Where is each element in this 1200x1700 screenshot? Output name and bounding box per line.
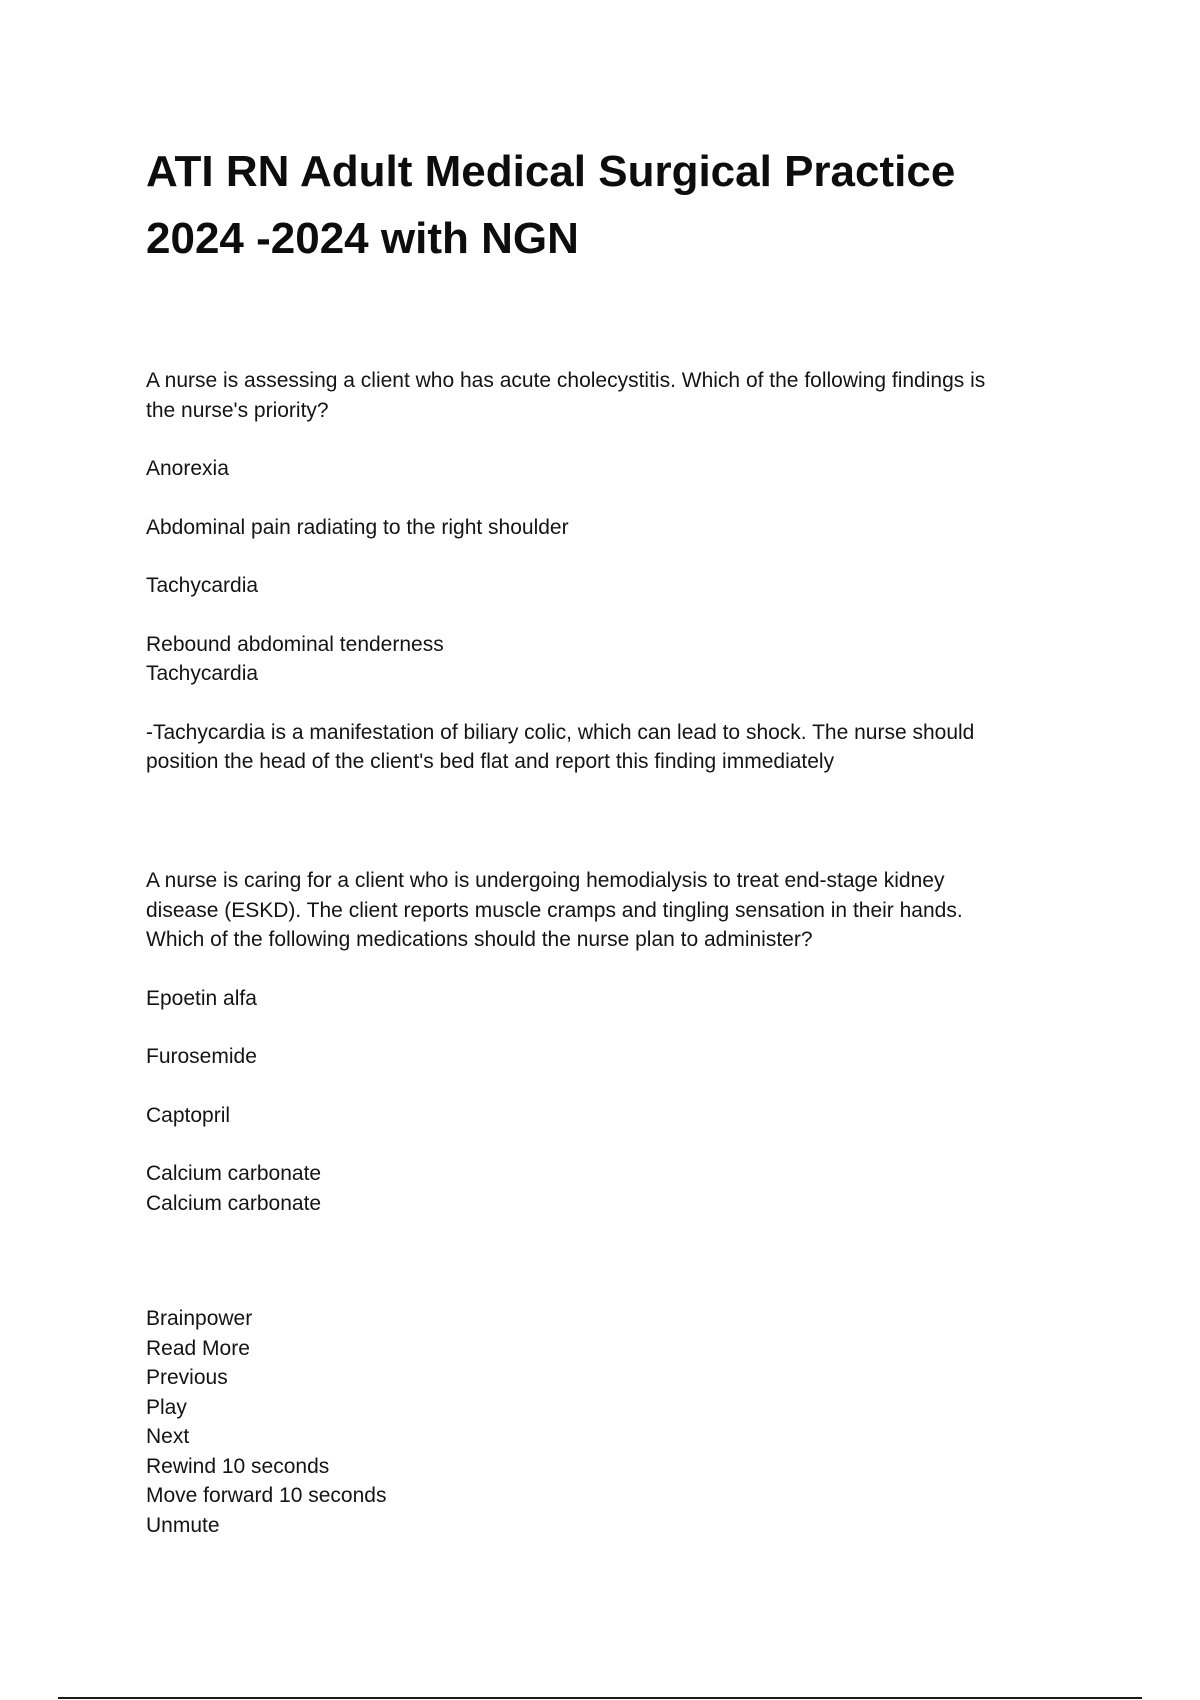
question-2-option-1: Epoetin alfa <box>146 986 257 1010</box>
player-brand-label: Brainpower <box>146 1307 253 1330</box>
title-line-2: 2024 -2024 with NGN <box>146 214 579 263</box>
question-2-answer: Calcium carbonate <box>146 1191 322 1215</box>
rewind-button[interactable]: Rewind 10 seconds <box>146 1454 330 1478</box>
question-1-stem-line-2: the nurse's priority? <box>146 398 329 422</box>
question-1-rationale-line-1: -Tachycardia is a manifestation of biliary colic, which can lead to shock. The nurse should <box>146 720 975 744</box>
question-1-answer: Tachycardia <box>146 662 259 685</box>
question-1-option-4: Rebound abdominal tenderness <box>146 632 444 656</box>
question-2-option-3: Captopril <box>146 1103 231 1127</box>
unmute-button[interactable]: Unmute <box>146 1513 220 1537</box>
question-2-option-2: Furosemide <box>146 1045 257 1068</box>
player-controls <box>146 1304 1066 1540</box>
question-1 <box>146 366 1066 777</box>
question-1-option-3: Tachycardia <box>146 574 259 597</box>
question-2-option-4: Calcium carbonate <box>146 1162 322 1185</box>
question-1-rationale-line-2: position the head of the client's bed flat and report this finding immediately <box>146 750 835 773</box>
read-more-link[interactable]: Read More <box>146 1336 250 1360</box>
question-2-stem-line-3: Which of the following medications should the nurse plan to administer? <box>146 928 813 951</box>
question-1-stem-line-1: A nurse is assessing a client who has acute cholecystitis. Which of the following findings is <box>146 369 986 392</box>
question-2-stem-line-1: A nurse is caring for a client who is undergoing hemodialysis to treat end-stage kidney <box>146 869 945 892</box>
question-2 <box>146 866 1066 1218</box>
question-2-stem-line-2: disease (ESKD). The client reports muscle cramps and tingling sensation in their hands. <box>146 898 963 922</box>
forward-button[interactable]: Move forward 10 seconds <box>146 1484 387 1507</box>
title-line-1: ATI RN Adult Medical Surgical Practice <box>146 147 956 196</box>
play-button[interactable]: Play <box>146 1395 187 1419</box>
next-button[interactable]: Next <box>146 1425 190 1448</box>
question-1-option-1: Anorexia <box>146 457 229 480</box>
question-1-option-2: Abdominal pain radiating to the right shoulder <box>146 515 569 539</box>
document-title <box>146 138 1106 272</box>
previous-button[interactable]: Previous <box>146 1366 228 1389</box>
footer-divider <box>58 1697 1142 1699</box>
